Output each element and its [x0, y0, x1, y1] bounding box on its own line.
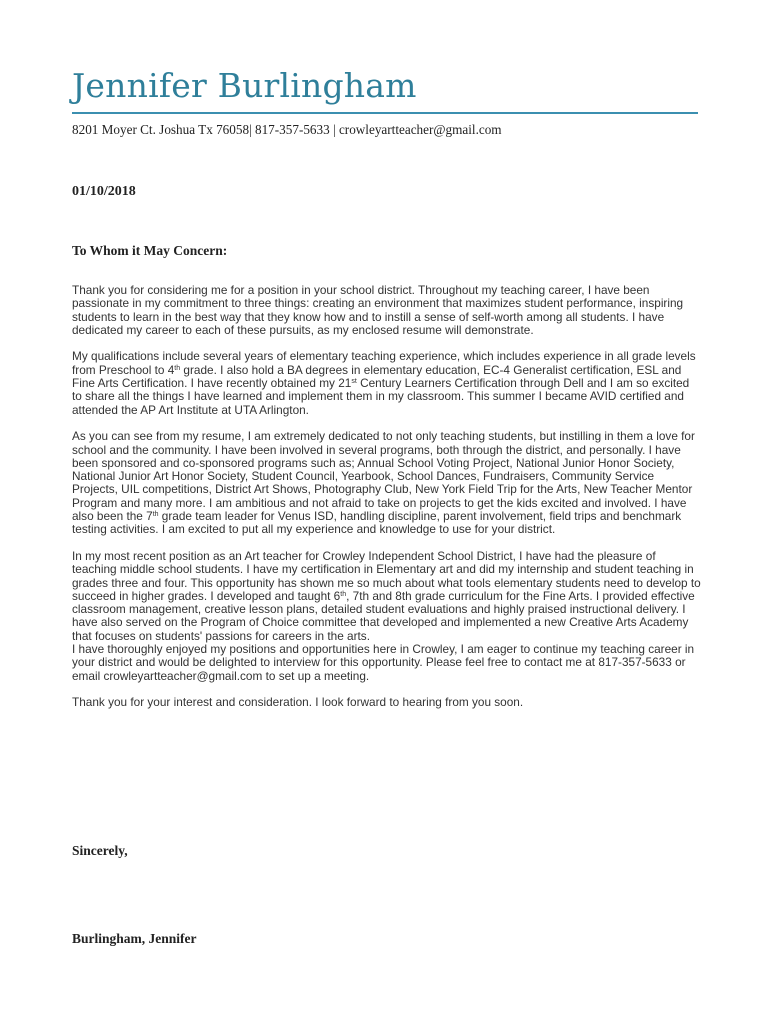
superscript: th [340, 590, 347, 598]
contact-line: 8201 Moyer Ct. Joshua Tx 76058| 817-357-5633 | crowleyartteacher@gmail.com [72, 122, 502, 137]
paragraph-text: My qualifications include several years of elementary teaching experience, which includes experience in all grade levels from Preschool to 4 [72, 349, 696, 377]
paragraph-thanks: Thank you for your interest and consideration. I look forward to hearing from you soon. [72, 695, 524, 710]
letter-body [72, 284, 702, 723]
paragraph-text: grade team leader for Venus ISD, handling discipline, parent involvement, field trips and benchmark testing activities. I am excited to put all my experience and knowledge to use for your district. [72, 509, 682, 537]
signature: Burlingham, Jennifer [72, 931, 197, 946]
paragraph-dedication [72, 430, 702, 536]
paragraph-text: In my most recent position as an Art teacher for Crowley Independent School District, I have had the pleasure of teaching middle school students. I have my certification in Elementary art and did my internship and student teaching in grades three and four. This opportunity has shown me so much about what tools elementary students need to develop to succeed in higher grades. I developed and taught 6 [72, 548, 701, 603]
letter-date: 01/10/2018 [72, 184, 136, 199]
paragraph-recent-position [72, 550, 702, 643]
superscript: th [174, 364, 181, 372]
header-divider [72, 112, 698, 114]
superscript: th [152, 511, 159, 519]
paragraph-text: As you can see from my resume, I am extremely dedicated to not only teaching students, but instilling in them a love for school and the community. I have been involved in several programs, both through the district, and personally. I have been sponsored and co-sponsored programs such as; Annual School Voting Project, National Junior Honor Society, National Junior Art Honor Society, Student Council, Yearbook, School Dances, Fundraisers, Community Service Projects, UIL competitions, District Art Shows, Photography Club, New York Field Trip for the Arts, New Teacher Mentor Program and many more. I am ambitious and not afraid to take on projects to get the kids excited and involved. I have also been the 7 [72, 429, 695, 524]
paragraph-text: grade. I also hold a BA degrees in elementary education, EC-4 Generalist certification, ESL and Fine Arts Certification. I have recently obtained my 21 [72, 362, 682, 391]
paragraph-text: , 7th and 8th grade curriculum for the Fine Arts. I provided effective classroom management, creative lesson plans, detailed student evaluations and highly praised instructional delivery. I have also served on the Program of Choice committee that developed and implemented a new Creative Arts Academy that focuses on students' passions for careers in the arts. [72, 588, 695, 643]
paragraph-contact-request: I have thoroughly enjoyed my positions and opportunities here in Crowley, I am eager to continue my teaching career in your district and would be delighted to interview for this opportunity. Please feel free to contact me at 817-357-5633 or email crowleyartteacher@gmail.com to set up a meeting. [72, 642, 695, 683]
paragraph-intro: Thank you for considering me for a position in your school district. Throughout my teaching career, I have been passionate in my commitment to three things: creating an environment that maximizes student performance, inspiring students to learn in the best way that they know how and to instill a sense of self-worth among all students. I have dedicated my career to each of these pursuits, as my enclosed resume will demonstrate. [72, 283, 684, 337]
paragraph-text: Century Learners Certification through Dell and I am so excited to share all the things I have learned and implement them in my classroom. This summer I became AVID certified and attended the AP Art Institute at UTA Arlington. [72, 376, 690, 417]
salutation: To Whom it May Concern: [72, 243, 228, 258]
superscript: st [351, 378, 357, 386]
paragraph-qualifications [72, 350, 702, 416]
closing: Sincerely, [72, 843, 128, 858]
sender-name: Jennifer Burlingham [72, 66, 417, 105]
